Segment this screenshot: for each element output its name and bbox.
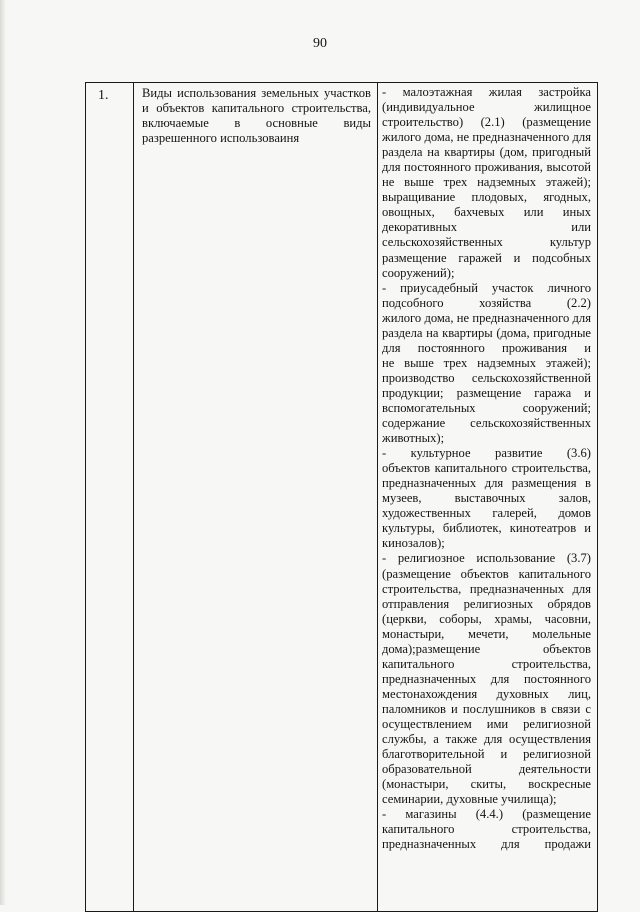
text-line: - религиозное использование (3.7): [382, 551, 591, 566]
text-line: капитального строительства,: [382, 822, 591, 837]
text-line: выращивание плодовых, ягодных,: [382, 190, 591, 205]
text-line: капитального строительства,: [382, 656, 591, 671]
text-line: отправления религиозных обрядов: [382, 596, 591, 611]
text-line: (индивидуальное жилищное: [382, 100, 591, 115]
text-line: паломников и послушников в связи с: [382, 701, 591, 716]
text-line: строительство) (2.1) (размещение: [382, 115, 591, 130]
text-line: объектов капитального строительства,: [382, 461, 591, 476]
text-line: раздела на квартиры (дом, пригодный: [382, 145, 591, 160]
land-use-table: [85, 82, 598, 912]
text-line: овощных, бахчевых или иных: [382, 205, 591, 220]
row-number: 1.: [86, 83, 134, 912]
permitted-uses-text: [382, 85, 591, 852]
text-line: благотворительной и религиозной: [382, 747, 591, 762]
text-line: содержание сельскохозяйственных: [382, 416, 591, 431]
text-line: для постоянного проживания, высотой: [382, 160, 591, 175]
text-line: образовательной деятельности: [382, 762, 591, 777]
text-line: сельскохозяйственных культур: [382, 235, 591, 250]
text-line: предназначенных для постоянного: [382, 671, 591, 686]
use-category-name: Виды использования земельных участков и объектов капитального строительства, включаемые в основные виды разрешенного использоваиня: [134, 83, 378, 912]
text-line: для постоянного проживания и: [382, 340, 591, 355]
text-line: подсобного хозяйства (2.2): [382, 295, 591, 310]
text-line: не выше трех надземных этажей);: [382, 355, 591, 370]
page-number: 90: [313, 36, 327, 51]
text-line: дома);размещение объектов: [382, 641, 591, 656]
text-line: осуществлением ими религиозной: [382, 716, 591, 731]
text-line: монастыри, мечети, молельные: [382, 626, 591, 641]
table-row: [86, 83, 598, 912]
text-line: строительства, предназначенных для: [382, 581, 591, 596]
text-line: - малоэтажная жилая застройка: [382, 85, 591, 99]
text-line: животных);: [382, 431, 445, 446]
text-line: вспомогательных сооружений;: [382, 400, 591, 415]
text-line: предназначенных для размещения в: [382, 476, 591, 491]
text-line: музеев, выставочных залов,: [382, 491, 591, 506]
scan-edge-shadow: [0, 0, 6, 905]
text-line: декоративных или: [382, 220, 591, 235]
text-line: (монастыри, скиты, воскресные: [382, 777, 591, 792]
text-line: размещение гаражей и подсобных: [382, 250, 591, 265]
text-line: раздела на квартиры (дома, пригодные: [382, 325, 591, 340]
text-line: - культурное развитие (3.6): [382, 446, 591, 461]
text-line: семинарии, духовные училища);: [382, 792, 557, 807]
text-line: местонахождения духовных лиц,: [382, 686, 591, 701]
text-line: кинозалов);: [382, 536, 445, 551]
text-line: производство сельскохозяйственной: [382, 370, 591, 385]
text-line: сооружений);: [382, 265, 455, 280]
text-line: службы, а также для осуществления: [382, 732, 591, 747]
permitted-uses-cell: [378, 83, 598, 912]
text-line: жилого дома, не предназначенного для: [382, 130, 591, 145]
text-line: (церкви, соборы, храмы, часовни,: [382, 611, 591, 626]
text-line: культуры, библиотек, кинотеатров и: [382, 521, 591, 536]
text-line: - приусадебный участок личного: [382, 280, 591, 295]
text-line: - магазины (4.4.) (размещение: [382, 807, 591, 822]
text-line: (размещение объектов капитального: [382, 566, 591, 581]
text-line: не выше трех надземных этажей);: [382, 175, 591, 190]
text-line: художественных галерей, домов: [382, 506, 591, 521]
text-line: жилого дома, не предназначенного для: [382, 310, 591, 325]
text-line: предназначенных для продажи: [382, 837, 591, 852]
text-line: продукции; размещение гаража и: [382, 385, 591, 400]
